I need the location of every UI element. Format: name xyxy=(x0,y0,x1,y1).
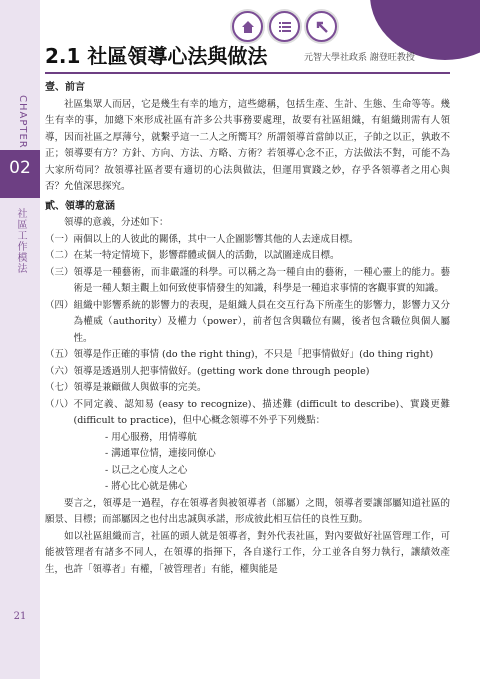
list-item: （五） 領導是作正確的事情 (do the right thing)，不只是「把事情做好」(do thing right) xyxy=(45,349,434,360)
list-item: （七） 領導是兼顧做人與做事的完美。 xyxy=(45,382,207,393)
page-number: 21 xyxy=(13,611,27,622)
home-icon[interactable] xyxy=(232,11,263,42)
author-credit: 元智大學社政系 謝登旺教授 xyxy=(304,53,415,63)
bullet-item: - 溝通單位情，連接同僚心 xyxy=(105,448,216,459)
list-item: （三） 領導是一種藝術，而非嚴謹的科學。可以稱之為一種自由的藝術，一種心靈上的能力。藝術是一種人類主觀上如何致使事情發生的知識，科學是一種追求事情的客觀事實的知識。 xyxy=(45,266,450,294)
paragraph: 要言之，領導是一過程，存在領導者與被領導者（部屬）之間，領導者要讓部屬知道社區的願景、目標；而部屬因之也付出忠誠與承諾，形成彼此相互信任的良性互動。 xyxy=(45,497,450,525)
bullet-item: - 用心服務，用情導航 xyxy=(105,431,197,443)
nav-bar xyxy=(232,11,337,42)
list-item: （一） 兩個以上的人彼此的關係，其中一人企圖影響其他的人去達成目標。 xyxy=(45,233,359,245)
paragraph: 如以社區組織而言，社區的頭人就是領導者，對外代表社區，對內要做好社區管理工作，可能被管理者有諸多不同人，在領導的指揮下，各自遂行工作，分工並各自努力執行，讓績效產生，也許「領導者」有權，「被管理者」有能，權與能是 xyxy=(45,530,450,575)
chapter-number: 02 xyxy=(9,158,31,178)
bullet-item: - 將心比心就是佛心 xyxy=(105,481,188,492)
section-heading: 貳、領導的意涵 xyxy=(45,200,115,212)
title-rule xyxy=(45,72,450,74)
paragraph: 社區集眾人而居，它是幾生有幸的地方，這些總稱，包括生產、生計、生態、生命等等。幾生有幸的事，加總下來形成社區有許多公共事務要處理，故要有社區組織，有組織則需有人領導，因而社區之厚薄兮，就繫乎這一二人之所嚮耳？所謂領導首當帥以正，子帥之以正，孰敢不正；領導要有方？方針、方向、方法、方略、方術？若領導心念不正，方法做法不對，可能不為大家所苟同？故領導社區者要有適切的心法與做法，但運用實踐之妙，存乎各領導者之用心與否？允值深思探究。 xyxy=(45,98,450,192)
section-heading: 壹、前言 xyxy=(45,82,85,93)
back-icon[interactable] xyxy=(306,11,337,42)
page-title: 2.1 社區領導心法與做法 xyxy=(45,44,268,68)
list-item: （四） 組織中影響系統的影響力的表現，是組織人員在交互行為下所產生的影響力，影響力又分為權威（authority）及權力（power），前者包含與職位有關，後者包含職位與個人屬性。 xyxy=(45,299,450,344)
list-item: （六） 領導是透過別人把事情做好。(getting work done through people) xyxy=(45,365,370,377)
list-item: （八） 不同定義、認知易 (easy to recognize)、描述難 (difficult to describe)、實踐更難 (difficult to practice)，但中心概念領導不外乎下列幾點： xyxy=(45,398,450,426)
chapter-label: CHAPTER xyxy=(17,95,28,149)
main-content xyxy=(45,80,450,578)
bullet-item: - 以己之心度人之心 xyxy=(105,464,188,476)
section-title-vertical: 社區工作模法 xyxy=(15,208,26,274)
list-icon[interactable] xyxy=(269,11,300,42)
paragraph: 領導的意義，分述如下： xyxy=(64,217,169,228)
list-item: （二） 在某一特定情境下，影響群體或個人的活動，以試圖達成目標。 xyxy=(45,250,340,261)
